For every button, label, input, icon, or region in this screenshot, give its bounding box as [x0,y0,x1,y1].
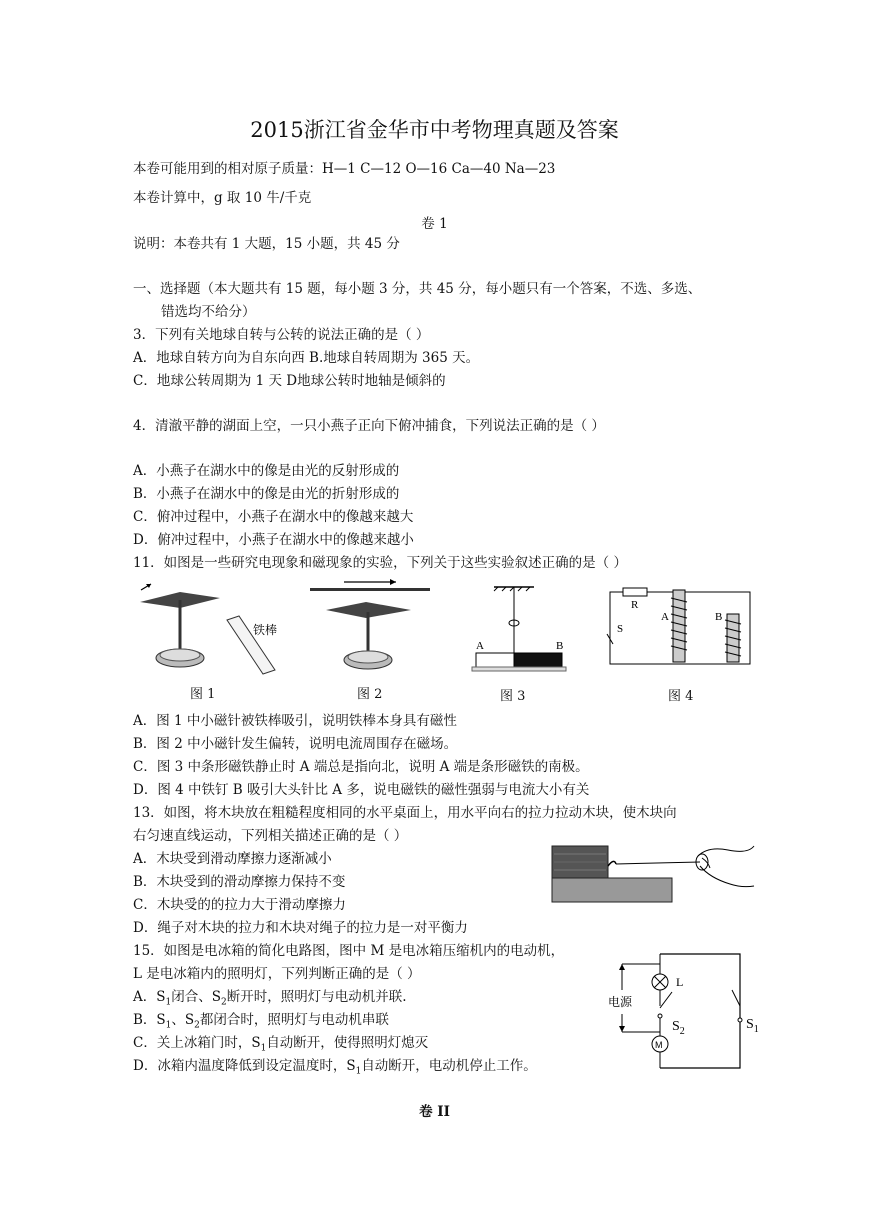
q15-stem: 15．如图是电冰箱的简化电路图，图中 M 是电冰箱压缩机内的电动机， [133,943,565,959]
q11-option-d: D．图 4 中铁钉 B 吸引大头针比 A 多，说电磁铁的磁性强弱与电流大小有关 [133,782,590,798]
q4-option-a: A．小燕子在湖水中的像是由光的反射形成的 [133,463,400,479]
q13-option-a: A．木块受到滑动摩擦力逐渐减小 [133,851,332,867]
q4-option-d: D．俯冲过程中，小燕子在湖水中的像越来越小 [133,532,414,548]
volume2-heading: 卷 II [419,1104,450,1120]
fig4-nail-a: A [661,611,669,623]
q4-stem: 4．清澈平静的湖面上空，一只小燕子正向下俯冲捕食，下列说法正确的是（ ） [133,418,605,434]
q3-stem: 3．下列有关地球自转与公转的说法正确的是（ ） [133,327,430,343]
fig15-lamp-l: L [676,975,684,989]
fig1-iron-rod-label: 铁棒 [253,623,278,637]
figure-3-hanging-magnet [468,585,576,673]
page-title: 2015浙江省金华市中考物理真题及答案 [250,118,619,142]
figure-2-compass-wire [306,578,434,683]
volume1-heading: 卷 1 [421,216,448,232]
fig4-resistor-r: R [631,599,639,611]
fig4-switch-s: S [617,623,624,635]
q13-option-c: C．木块受的的拉力大于滑动摩擦力 [133,897,346,913]
q11-option-b: B．图 2 中小磁针发生偏转，说明电流周围存在磁场。 [133,736,458,752]
q15-option-c: C．关上冰箱门时，$S_1$自动断开，使得照明灯熄灭 [133,1035,429,1054]
q3-options-cd: C．地球公转周期为 1 天 D地球公转时地轴是倾斜的 [133,373,446,389]
q13-option-b: B．木块受到的滑动摩擦力保持不变 [133,874,346,890]
fig3-end-b: B [556,640,564,652]
fig15-power-source: 电源 [608,995,633,1009]
q11-stem: 11．如图是一些研究电现象和磁现象的实验，下列关于这些实验叙述正确的是（ ） [133,555,627,571]
q13-option-d: D．绳子对木块的拉力和木块对绳子的拉力是一对平衡力 [133,920,468,936]
fig15-switch-s1: $S_1$ [746,1017,759,1035]
q3-options-ab: A．地球自转方向为自东向西 B.地球自转周期为 365 天。 [133,350,480,366]
q15-option-d: D．冰箱内温度降低到设定温度时，$S_1$自动断开，电动机停止工作。 [133,1058,537,1077]
figure-4-electromagnets [605,584,755,676]
fig15-switch-s2: $S_2$ [672,1019,685,1037]
fig15-motor-m: M [655,1040,663,1050]
q13-stem-cont: 右匀速直线运动，下列相关描述正确的是（ ） [133,828,408,844]
fig4-nail-b: B [715,611,723,623]
q15-option-b: B．$S_1$、$S_2$都闭合时，照明灯与电动机串联 [133,1012,389,1031]
fig3-caption: 图 3 [500,689,526,704]
figure-q13-block-pulled [550,838,760,908]
gravity-note: 本卷计算中，g 取 10 牛/千克 [133,190,312,206]
figure-q15-fridge-circuit [600,950,770,1075]
section1-heading: 一、选择题（本大题共有 15 题，每小题 3 分，共 45 分，每小题只有一个答案，不选、多选、 [133,281,702,297]
volume1-note: 说明：本卷共有 1 大题，15 小题，共 45 分 [133,236,400,252]
fig1-caption: 图 1 [190,687,216,702]
fig4-caption: 图 4 [668,689,694,704]
q15-option-a: A．$S_1$闭合、$S_2$断开时，照明灯与电动机并联. [133,989,407,1008]
atomic-mass-note: 本卷可能用到的相对原子质量：H—1 C—12 O—16 Ca—40 Na—23 [133,161,556,177]
fig3-end-a: A [476,640,484,652]
figure-1-compass-iron-rod [135,578,295,683]
q13-stem: 13．如图，将木块放在粗糙程度相同的水平桌面上，用水平向右的拉力拉动木块，使木块向 [133,805,677,821]
q4-option-b: B．小燕子在湖水中的像是由光的折射形成的 [133,486,400,502]
q4-option-c: C．俯冲过程中，小燕子在湖水中的像越来越大 [133,509,414,525]
q11-option-a: A．图 1 中小磁针被铁棒吸引，说明铁棒本身具有磁性 [133,713,457,729]
q11-option-c: C．图 3 中条形磁铁静止时 A 端总是指向北，说明 A 端是条形磁铁的南极。 [133,759,589,775]
fig2-caption: 图 2 [357,687,383,702]
q15-stem-cont: L 是电冰箱内的照明灯，下列判断正确的是（ ） [133,966,421,982]
section1-heading-cont: 错选均不给分） [161,304,256,320]
